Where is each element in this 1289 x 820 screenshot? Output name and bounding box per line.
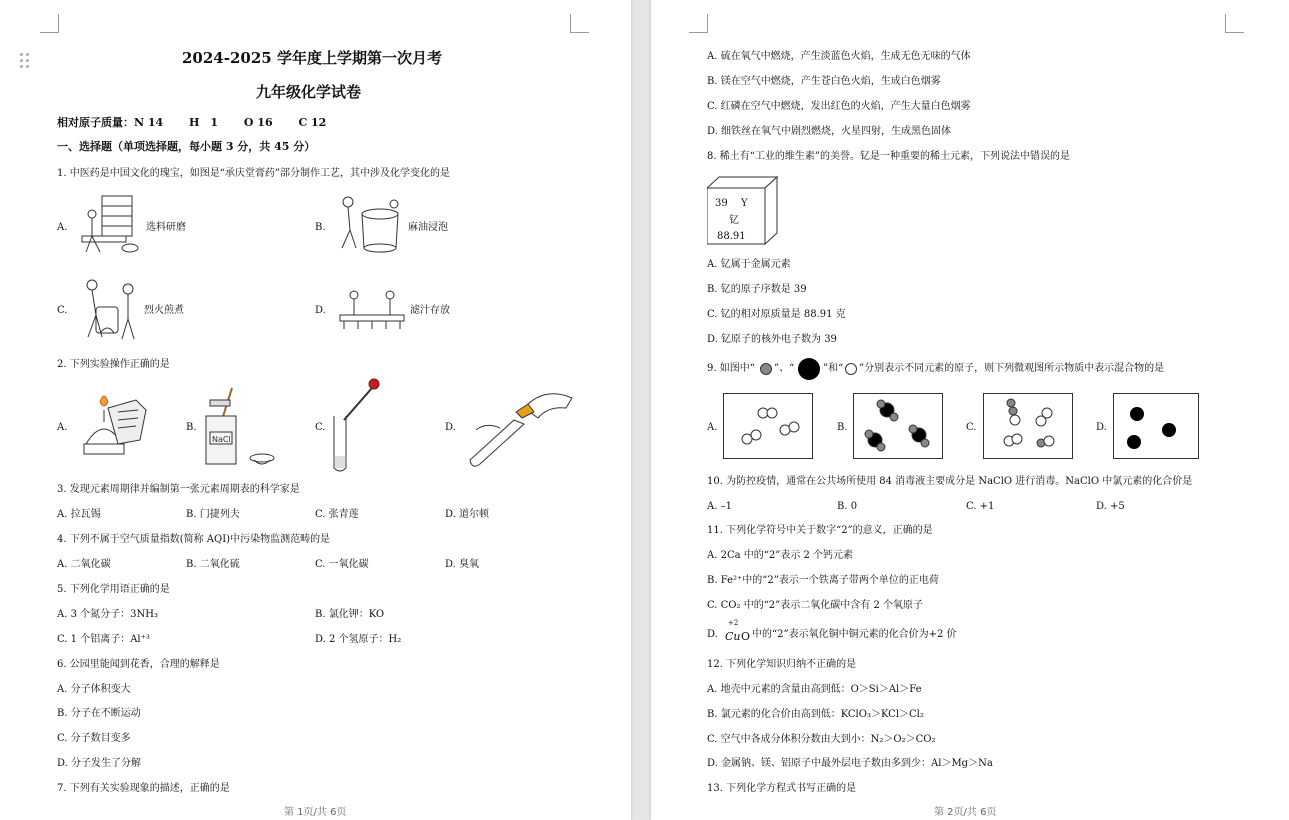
- q10-b: B. 0: [837, 501, 858, 512]
- boiling-illustration: [78, 275, 142, 345]
- q2-stem: 2. 下列实验操作正确的是: [57, 359, 170, 370]
- q4-b: B. 二氧化硫: [186, 559, 240, 570]
- nacl-jar-illustration: [200, 386, 280, 468]
- q12-b: B. 氯元素的化合价由高到低：KClO₃＞KCl＞Cl₂: [707, 709, 924, 720]
- page-1-footer: 第 1页/共 6页: [284, 807, 347, 818]
- q9-option-a-diagram: [723, 393, 813, 459]
- exam-title: 2024-2025 学年度上学期第一次月考: [182, 49, 442, 67]
- grey-atom-icon: [759, 362, 773, 376]
- drag-handle-icon[interactable]: [20, 53, 30, 69]
- q9-d-letter: D.: [1096, 422, 1107, 433]
- nacl-label: NaCl: [212, 435, 231, 444]
- q1-d-letter: D.: [315, 305, 326, 316]
- q1-a-text: 选料研磨: [146, 222, 186, 233]
- q10-d: D. +5: [1096, 501, 1125, 512]
- q5-b: B. 氯化钾：KO: [315, 609, 385, 620]
- test-tube-illustration: [468, 384, 574, 470]
- q9-stem-part3: ”和“: [823, 363, 844, 374]
- q2-d-letter: D.: [445, 422, 456, 433]
- q9-stem-part4: ”分别表示不同元素的原子，则下列微观图所示物质中表示混合物的是: [859, 363, 1165, 374]
- q2-c-letter: C.: [315, 422, 326, 433]
- q7-a: A. 硫在氧气中燃烧，产生淡蓝色火焰，生成无色无味的气体: [707, 51, 971, 62]
- q10-stem: 10. 为防控疫情，通常在公共场所使用 84 消毒液主要成分是 NaClO 进行消毒。NaClO 中氯元素的化合价是: [707, 476, 1193, 487]
- q8-stem: 8. 稀土有“工业的维生素”的美誉。钇是一种重要的稀土元素，下列说法中错误的是: [707, 151, 1070, 162]
- alcohol-lamp-illustration: [78, 388, 150, 464]
- filtering-illustration: [336, 287, 408, 333]
- q4-d: D. 臭氧: [445, 559, 480, 570]
- q1-c-text: 烈火煎煮: [144, 305, 184, 316]
- q11-d-o: O: [741, 630, 751, 643]
- q9-option-d-diagram: [1113, 393, 1199, 459]
- q9-option-c-diagram: [983, 393, 1073, 459]
- q2-b-letter: B.: [186, 422, 197, 433]
- q1-d-text: 滤汁存放: [410, 305, 450, 316]
- crop-mark: [689, 14, 708, 33]
- q3-d: D. 道尔顿: [445, 509, 490, 520]
- q8-d: D. 钇原子的核外电子数为 39: [707, 334, 837, 345]
- q11-d-cu: Cu: [725, 630, 741, 643]
- q5-stem: 5. 下列化学用语正确的是: [57, 584, 170, 595]
- q7-d: D. 细铁丝在氧气中剧烈燃烧，火星四射，生成黑色固体: [707, 126, 952, 137]
- q1-b-text: 麻油浸泡: [408, 222, 448, 233]
- page-2: [651, 0, 1289, 820]
- q12-d: D. 金属钠、镁、铝原子中最外层电子数由多到少：Al＞Mg＞Na: [707, 758, 993, 769]
- q6-stem: 6. 公园里能闻到花香，合理的解释是: [57, 659, 220, 670]
- q4-c: C. 一氧化碳: [315, 559, 369, 570]
- cell-atomic-number: 39: [715, 198, 728, 209]
- q8-c: C. 钇的相对原质量是 88.91 克: [707, 309, 846, 320]
- q6-c: C. 分子数目变多: [57, 733, 131, 744]
- q12-stem: 12. 下列化学知识归纳不正确的是: [707, 659, 857, 670]
- q6-b: B. 分子在不断运动: [57, 708, 141, 719]
- q6-d: D. 分子发生了分解: [57, 758, 142, 769]
- q1-stem: 1. 中医药是中国文化的瑰宝，如图是“承庆堂膏药”部分制作工艺，其中涉及化学变化的是: [57, 168, 450, 179]
- q2-a-letter: A.: [57, 422, 68, 433]
- q5-d: D. 2 个氢原子：H₂: [315, 634, 402, 645]
- white-atom-icon: [844, 362, 858, 376]
- q11-c: C. CO₂ 中的“2”表示二氧化碳中含有 2 个氧原子: [707, 600, 923, 611]
- q12-c: C. 空气中各成分体积分数由大到小：N₂＞O₂＞CO₂: [707, 734, 936, 745]
- q3-c: C. 张青莲: [315, 509, 359, 520]
- q7-c: C. 红磷在空气中燃烧，发出红色的火焰，产生大量白色烟雾: [707, 101, 971, 112]
- section-heading: 一、选择题（单项选择题，每小题 3 分，共 45 分）: [57, 140, 316, 153]
- cell-element-name: 钇: [729, 215, 739, 226]
- yttrium-element-cell: [707, 176, 779, 246]
- q9-stem-part2: ”、“: [774, 363, 795, 374]
- q6-a: A. 分子体积变大: [57, 684, 131, 695]
- q10-a: A. –1: [707, 501, 732, 512]
- q7-stem: 7. 下列有关实验现象的描述，正确的是: [57, 783, 230, 794]
- q5-a: A. 3 个氮分子：3NH₃: [57, 609, 158, 620]
- q11-b: B. Fe²⁺中的“2”表示一个铁离子带两个单位的正电荷: [707, 575, 939, 586]
- crop-mark: [1225, 14, 1244, 33]
- page-1: [0, 0, 631, 820]
- q9-a-letter: A.: [707, 422, 718, 433]
- q9-b-letter: B.: [837, 422, 848, 433]
- q1-a-letter: A.: [57, 222, 68, 233]
- q11-d-text: 中的“2”表示氧化铜中铜元素的化合价为+2 价: [752, 629, 957, 640]
- q3-b: B. 门捷列夫: [186, 509, 240, 520]
- q8-a: A. 钇属于金属元素: [707, 259, 791, 270]
- q9-option-b-diagram: [853, 393, 943, 459]
- q9-c-letter: C.: [966, 422, 977, 433]
- q11-d-letter: D.: [707, 629, 718, 640]
- q5-c: C. 1 个铝离子：Al⁺³: [57, 634, 150, 645]
- q3-a: A. 拉瓦锡: [57, 509, 101, 520]
- page-2-footer: 第 2页/共 6页: [934, 807, 997, 818]
- crop-mark: [40, 14, 59, 33]
- q13-stem: 13. 下列化学方程式书写正确的是: [707, 783, 857, 794]
- atomic-mass-line: 相对原子质量：N 14 H 1 O 16 C 12: [57, 116, 327, 129]
- q4-a: A. 二氧化碳: [57, 559, 111, 570]
- exam-subtitle: 九年级化学试卷: [256, 83, 362, 101]
- soaking-illustration: [336, 192, 406, 258]
- cell-symbol: Y: [741, 198, 748, 209]
- q9-stem-part1: 9. 如图中“: [707, 363, 755, 374]
- black-atom-icon: [796, 356, 822, 382]
- q11-d-valence: +2: [728, 619, 739, 627]
- grinding-illustration: [78, 192, 144, 258]
- crop-mark: [570, 14, 589, 33]
- cell-atomic-mass: 88.91: [717, 231, 746, 242]
- q11-stem: 11. 下列化学符号中关于数字“2”的意义，正确的是: [707, 525, 933, 536]
- q12-a: A. 地壳中元素的含量由高到低：O＞Si＞Al＞Fe: [707, 684, 922, 695]
- q10-c: C. +1: [966, 501, 995, 512]
- q11-a: A. 2Ca 中的“2”表示 2 个钙元素: [707, 550, 854, 561]
- q4-stem: 4. 下列不属于空气质量指数(简称 AQI)中污染物监测范畴的是: [57, 534, 331, 545]
- q1-c-letter: C.: [57, 305, 68, 316]
- q3-stem: 3. 发现元素周期律并编制第一张元素周期表的科学家是: [57, 484, 300, 495]
- dropper-illustration: [330, 376, 386, 476]
- q8-b: B. 钇的原子序数是 39: [707, 284, 807, 295]
- q1-b-letter: B.: [315, 222, 326, 233]
- q7-b: B. 镁在空气中燃烧，产生苍白色火焰，生成白色烟雾: [707, 76, 941, 87]
